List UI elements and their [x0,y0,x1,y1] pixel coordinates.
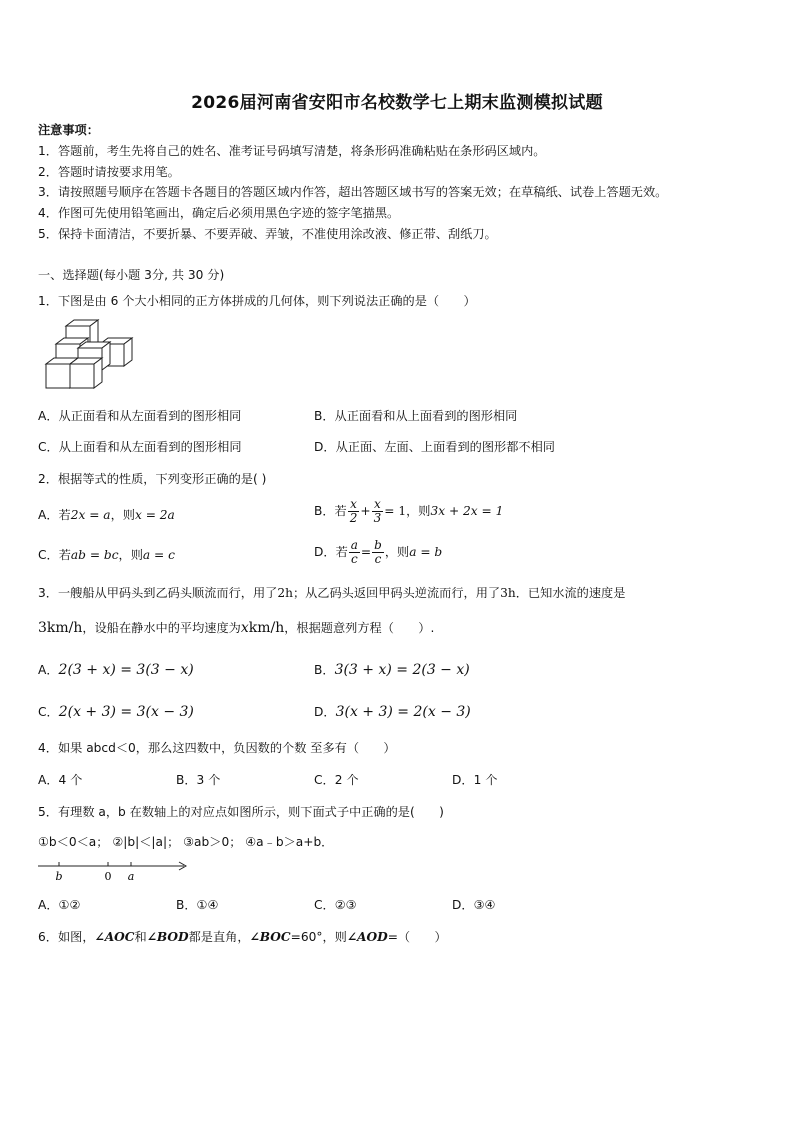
question-1-option-b: B．从正面看和从上面看到的图形相同 [314,409,518,423]
question-1-option-d: D．从正面、左面、上面看到的图形都不相同 [314,440,555,454]
question-2-option-a: A．若2x = a，则x = 2a [38,508,175,522]
question-4-option-a: A．4 个 [38,773,83,787]
question-4-option-c: C．2 个 [314,773,359,787]
question-3-stem-line-2: 3km/h，设船在静水中的平均速度为xkm/h，根据题意列方程（ ）. [38,620,435,636]
cube-figure [38,318,128,393]
question-5-option-d: D．③④ [452,898,496,912]
question-1-stem: 1．下图是由 6 个大小相同的正方体拼成的几何体，则下列说法正确的是（ ） [38,294,476,308]
question-3-option-d: D．3(x + 3) = 2(x − 3) [314,704,471,720]
question-5-option-a: A．①② [38,898,81,912]
question-3-option-c: C．2(x + 3) = 3(x − 3) [38,704,194,720]
page-title: 2026届河南省安阳市名校数学七上期末监测模拟试题 [191,93,603,113]
question-4-stem: 4．如果 abcd＜0，那么这四数中，负因数的个数 至多有（ ） [38,741,396,755]
question-5-option-c: C．②③ [314,898,357,912]
axis-label-a: a [127,870,135,883]
question-5-option-b: B．①④ [176,898,219,912]
question-1-option-c: C．从上面看和从左面看到的图形相同 [38,440,242,454]
question-3-stem-line-1: 3．一艘船从甲码头到乙码头顺流而行，用了2h；从乙码头返回甲码头逆流而行，用了3h．已知水流的速度是 [38,586,626,600]
question-6-stem: 6．如图，∠AOC和∠BOD都是直角，∠BOC=60°，则∠AOD=（ ） [38,930,447,944]
question-2-stem: 2．根据等式的性质，下列变形正确的是( ) [38,472,267,486]
question-2-option-d: D．若 $\frac{a}{c}$ = $\frac{b}{c}$ ，则a = b [314,538,443,566]
section-heading: 一、选择题(每小题 3分, 共 30 分) [38,268,225,282]
question-5-stem: 5．有理数 a，b 在数轴上的对应点如图所示，则下面式子中正确的是( ) [38,805,444,819]
axis-label-zero: 0 [104,870,112,883]
question-1-option-a: A．从正面看和从左面看到的图形相同 [38,409,242,423]
notice-item-4: 4．作图可先使用铅笔画出，确定后必须用黑色字迹的签字笔描黑。 [38,206,400,220]
question-2-option-c: C．若ab = bc，则a = c [38,548,175,562]
question-3-option-b: B．3(3 + x) = 2(3 − x) [314,662,470,678]
axis-label-b: b [55,870,63,883]
number-line [38,858,193,884]
notice-item-1: 1．答题前，考生先将自己的姓名、准考证号码填写清楚，将条形码准确粘贴在条形码区域内。 [38,144,546,158]
notice-item-2: 2．答题时请按要求用笔。 [38,165,180,179]
question-3-option-a: A．2(3 + x) = 3(3 − x) [38,662,194,678]
question-4-option-d: D．1 个 [452,773,498,787]
notice-item-3: 3．请按照题号顺序在答题卡各题目的答题区域内作答，超出答题区域书写的答案无效；在草稿纸、试卷上答题无效。 [38,185,668,199]
question-4-option-b: B．3 个 [176,773,221,787]
notice-item-5: 5．保持卡面清洁，不要折暴、不要弄破、弄皱，不准使用涂改液、修正带、刮纸刀。 [38,227,497,241]
question-5-statements: ①b＜0＜a； ②|b|＜|a|； ③ab＞0； ④a﹣b＞a+b． [38,835,334,849]
question-2-option-b: B．若 $\frac{x}{2}$ + $\frac{x}{3}$ = 1，则3x + 2x = 1 [314,497,504,525]
notice-heading: 注意事项： [38,123,99,137]
